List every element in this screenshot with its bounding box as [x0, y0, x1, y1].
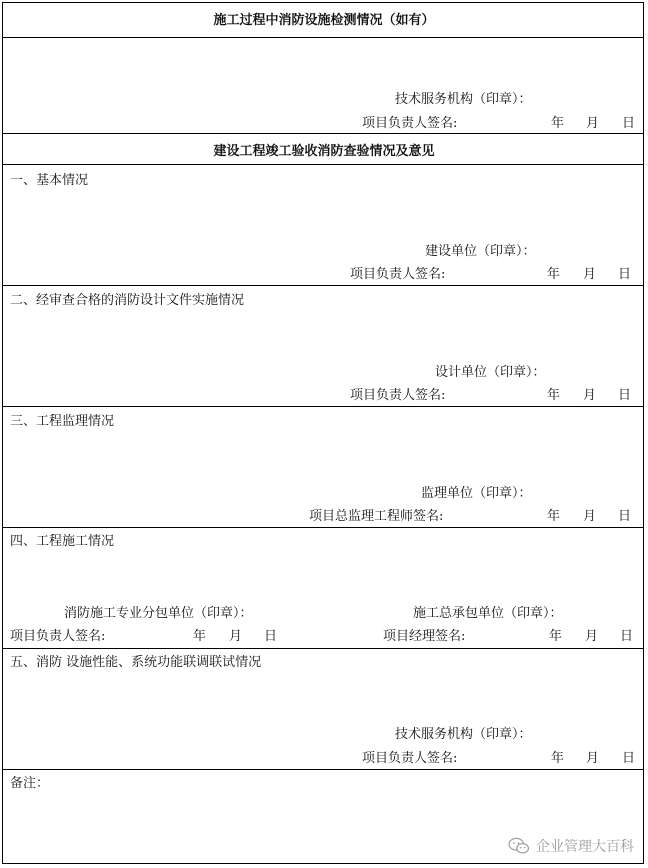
divider [2, 648, 644, 649]
month-label: 月 [585, 629, 599, 644]
section-title-acceptance: 建设工程竣工验收消防查验情况及意见 [213, 144, 435, 159]
signer-label: 项目负责人签名: [350, 267, 446, 282]
supervision-unit-stamp-label: 监理单位（印章）： [421, 486, 532, 501]
chief-supervisor-signer-label: 项目总监理工程师签名: [309, 509, 444, 524]
day-label: 日 [618, 267, 632, 282]
day-label: 日 [620, 629, 634, 644]
org-stamp-label: 技术服务机构（印章）： [395, 92, 532, 107]
general-contractor-stamp-label: 施工总承包单位（印章）： [413, 606, 563, 621]
divider [2, 769, 644, 770]
wechat-icon [508, 837, 530, 855]
watermark [508, 836, 634, 856]
signer-label: 项目负责人签名: [362, 116, 458, 131]
divider [2, 37, 644, 38]
divider [2, 133, 644, 134]
month-label: 月 [586, 116, 600, 131]
divider [2, 164, 644, 165]
heading-basic: 一、基本情况 [10, 173, 89, 188]
project-manager-signer-label: 项目经理签名: [383, 629, 466, 644]
heading-linkage-test: 五、消防 设施性能、系统功能联调联试情况 [10, 655, 262, 670]
year-label: 年 [549, 629, 563, 644]
year-label: 年 [547, 267, 561, 282]
design-unit-stamp-label: 设计单位（印章）： [435, 365, 546, 380]
watermark-text: 企业管理大百科 [536, 839, 634, 855]
heading-supervision: 三、工程监理情况 [10, 414, 115, 429]
remarks-label: 备注： [10, 776, 50, 791]
year-label: 年 [551, 116, 565, 131]
month-label: 月 [583, 267, 597, 282]
signer-label: 项目负责人签名: [350, 388, 446, 403]
month-label: 月 [586, 751, 600, 766]
subcontractor-stamp-label: 消防施工专业分包单位（印章）： [64, 606, 253, 621]
day-label: 日 [264, 629, 278, 644]
year-label: 年 [551, 751, 565, 766]
divider [2, 285, 644, 286]
org-stamp-label: 技术服务机构（印章）： [395, 727, 532, 742]
month-label: 月 [583, 388, 597, 403]
month-label: 月 [229, 629, 243, 644]
heading-design: 二、经审查合格的消防设计文件实施情况 [10, 293, 245, 308]
month-label: 月 [583, 509, 597, 524]
day-label: 日 [622, 116, 636, 131]
signer-label: 项目负责人签名: [10, 629, 106, 644]
year-label: 年 [193, 629, 207, 644]
year-label: 年 [547, 388, 561, 403]
divider [2, 527, 644, 528]
heading-construction: 四、工程施工情况 [10, 534, 115, 549]
form-frame [2, 2, 644, 864]
year-label: 年 [547, 509, 561, 524]
signer-label: 项目负责人签名: [362, 751, 458, 766]
day-label: 日 [622, 751, 636, 766]
construction-unit-stamp-label: 建设单位（印章）： [425, 244, 536, 259]
divider [2, 406, 644, 407]
section-title-fire-inspection: 施工过程中消防设施检测情况（如有） [213, 13, 435, 28]
day-label: 日 [618, 388, 632, 403]
day-label: 日 [618, 509, 632, 524]
